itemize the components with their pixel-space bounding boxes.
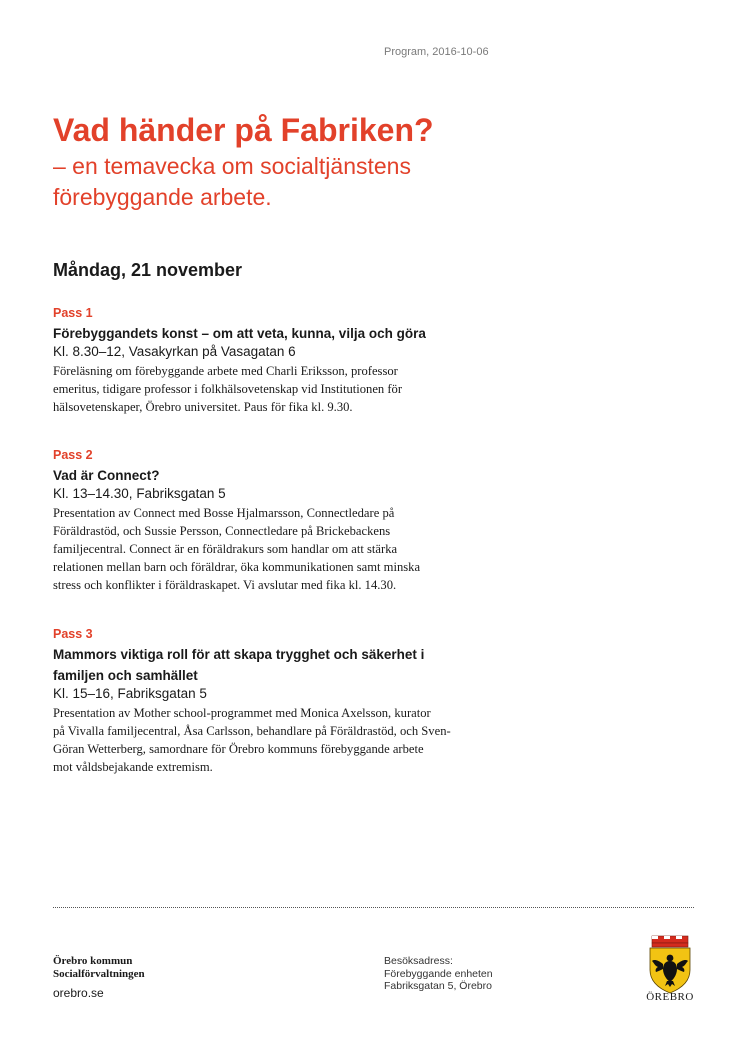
description-line: Föreläsning om förebyggande arbete med Charli Eriksson, professor <box>53 364 398 378</box>
page-title: Vad händer på Fabriken? <box>53 112 434 148</box>
description-line: Presentation av Mother school-programmet med Monica Axelsson, kurator <box>53 706 431 720</box>
pass-time: Kl. 13–14.30, Fabriksgatan 5 <box>53 486 226 501</box>
footer-divider <box>53 907 694 908</box>
description-line: Föräldrastöd, och Sussie Persson, Connectledare på Brickebackens <box>53 524 391 538</box>
crest-name-label: ÖREBRO <box>646 991 694 1003</box>
description-line: familjecentral. Connect är en föräldrakurs som handlar om att stärka <box>53 542 398 556</box>
title-line: familjen och samhället <box>53 668 198 683</box>
pass-label: Pass 1 <box>53 306 93 320</box>
page-subtitle <box>53 151 411 213</box>
footer-organization <box>53 955 145 981</box>
footer-address <box>384 955 493 993</box>
pass-description <box>53 362 693 416</box>
department-name: Socialförvaltningen <box>53 968 145 980</box>
description-line: mot våldsbejakande extremism. <box>53 760 213 774</box>
subtitle-line: – en temavecka om socialtjänstens <box>53 153 411 179</box>
footer-website-link[interactable]: orebro.se <box>53 986 104 1000</box>
pass-section-2 <box>53 448 693 594</box>
pass-section-3 <box>53 627 693 776</box>
pass-title <box>53 644 693 686</box>
description-line: hälsovetenskaper, Örebro universitet. Paus för fika kl. 9.30. <box>53 400 353 414</box>
description-line: Presentation av Connect med Bosse Hjalmarsson, Connectledare på <box>53 506 395 520</box>
crest-crown <box>652 936 688 947</box>
pass-section-1 <box>53 306 693 416</box>
pass-title: Förebyggandets konst – om att veta, kunna, vilja och göra <box>53 326 426 341</box>
description-line: stress och konflikter i föräldraskapet. Vi avslutar med fika kl. 14.30. <box>53 578 397 592</box>
description-line: Göran Wetterberg, samordnare för Örebro kommuns förebyggande arbete <box>53 742 424 756</box>
description-line: på Vivalla familjecentral, Åsa Carlsson, behandlare på Föräldrastöd, och Sven- <box>53 724 451 738</box>
pass-label: Pass 3 <box>53 627 93 641</box>
pass-description <box>53 504 693 594</box>
description-line: relationen mellan barn och föräldrar, öka kommunikationen samt minska <box>53 560 421 574</box>
subtitle-line: förebyggande arbete. <box>53 184 272 210</box>
pass-time: Kl. 8.30–12, Vasakyrkan på Vasagatan 6 <box>53 344 296 359</box>
pass-time: Kl. 15–16, Fabriksgatan 5 <box>53 686 207 701</box>
org-name: Örebro kommun <box>53 955 133 967</box>
pass-label: Pass 2 <box>53 448 93 462</box>
address-line: Fabriksgatan 5, Örebro <box>384 980 492 992</box>
address-line: Förebyggande enheten <box>384 967 493 980</box>
address-label: Besöksadress: <box>384 955 453 967</box>
pass-title: Vad är Connect? <box>53 468 160 483</box>
program-date: Program, 2016-10-06 <box>384 46 489 58</box>
title-line: Mammors viktiga roll för att skapa trygghet och säkerhet i <box>53 647 425 662</box>
day-heading: Måndag, 21 november <box>53 260 243 280</box>
description-line: emeritus, tidigare professor i folkhälsovetenskap vid Institutionen för <box>53 382 403 396</box>
pass-description <box>53 704 693 776</box>
